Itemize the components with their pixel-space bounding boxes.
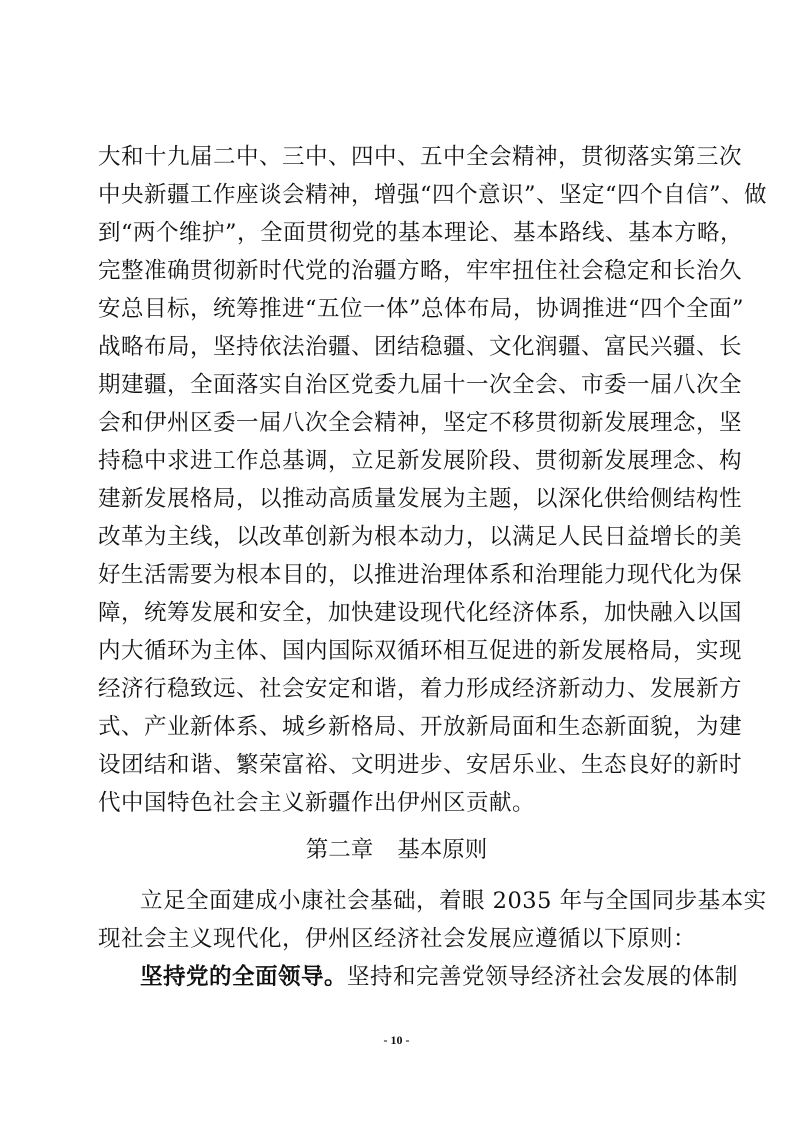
text-line: 到“两个维护”，全面贯彻党的基本理论、基本路线、基本方略， bbox=[98, 220, 744, 246]
text-line: 代中国特色社会主义新疆作出伊州区贡献。 bbox=[98, 790, 536, 816]
text-line bbox=[140, 960, 739, 994]
text-line: 会和伊州区委一届八次全会精神，坚定不移贯彻新发展理念，坚 bbox=[98, 410, 743, 436]
text-line: 中央新疆工作座谈会精神，增强“四个意识”、坚定“四个自信”、做 bbox=[98, 182, 768, 208]
text-line: 战略布局，坚持依法治疆、团结稳疆、文化润疆、富民兴疆、长 bbox=[98, 334, 743, 360]
page-number: - 10 - bbox=[383, 1033, 410, 1047]
text-line: 持稳中求进工作总基调，立足新发展阶段、贯彻新发展理念、构 bbox=[98, 448, 743, 474]
bold-lead-text: 坚持党的全面领导。 bbox=[140, 964, 348, 990]
text-line: 式、产业新体系、城乡新格局、开放新局面和生态新面貌，为建 bbox=[98, 714, 743, 740]
text-line: 建新发展格局，以推动高质量发展为主题，以深化供给侧结构性 bbox=[98, 486, 743, 512]
text-line: 好生活需要为根本目的，以推进治理体系和治理能力现代化为保 bbox=[98, 562, 743, 588]
text-line: 经济行稳致远、社会安定和谐，着力形成经济新动力、发展新方 bbox=[98, 676, 743, 702]
chapter-heading bbox=[0, 833, 793, 867]
text-line: 安总目标，统筹推进“五位一体”总体布局，协调推进“四个全面” bbox=[98, 296, 745, 322]
text-line: 内大循环为主体、国内国际双循环相互促进的新发展格局，实现 bbox=[98, 638, 743, 664]
text-line: 改革为主线，以改革创新为根本动力，以满足人民日益增长的美 bbox=[98, 524, 743, 550]
text-line: 期建疆，全面落实自治区党委九届十一次全会、市委一届八次全 bbox=[98, 372, 743, 398]
text-line: 大和十九届二中、三中、四中、五中全会精神，贯彻落实第三次 bbox=[98, 144, 743, 170]
principle-text: 坚持和完善党领导经济社会发展的体制 bbox=[347, 964, 739, 990]
text-line: 立足全面建成小康社会基础，着眼 2035 年与全国同步基本实 bbox=[140, 888, 767, 914]
text-line: 设团结和谐、繁荣富裕、文明进步、安居乐业、生态良好的新时 bbox=[98, 752, 743, 778]
text-line: 现社会主义现代化，伊州区经济社会发展应遵循以下原则： bbox=[98, 926, 697, 952]
chapter-number: 第二章 bbox=[305, 837, 374, 863]
text-line: 完整准确贯彻新时代党的治疆方略，牢牢扭住社会稳定和长治久 bbox=[98, 258, 743, 284]
chapter-title: 基本原则 bbox=[397, 837, 488, 863]
text-line: 障，统筹发展和安全，加快建设现代化经济体系，加快融入以国 bbox=[98, 600, 743, 626]
